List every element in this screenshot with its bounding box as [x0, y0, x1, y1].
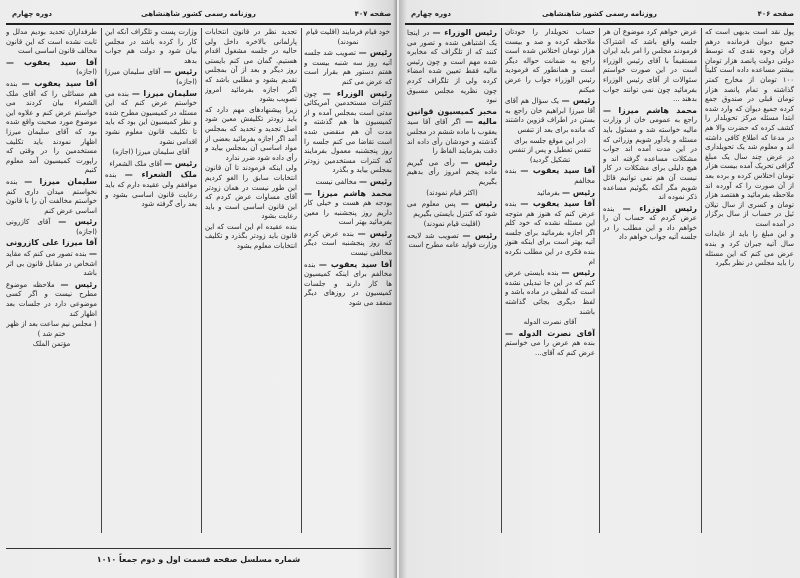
paragraph: [407, 199, 497, 219]
gazette-title: روزنامه رسمی کشور شاهنشاهی: [542, 10, 657, 18]
paragraph-text: ( مجلس نیم ساعت بعد از ظهر ختم شد ): [6, 320, 97, 338]
paragraph-text: بنده تصور می کنم که مقاید اشخاص در مقابل قانون بی اثر باشد: [6, 250, 97, 278]
paragraph-text: بنده مخالفم: [505, 167, 595, 185]
paragraph: [6, 217, 97, 237]
paragraph: [407, 158, 497, 188]
paragraph: [105, 28, 197, 66]
speaker-name: محمد هاشم میرزا —: [304, 188, 392, 198]
paragraph-text: تصویب شد لایحه وزارت فواید عامه مطرح است: [407, 231, 497, 250]
paragraph: [105, 170, 197, 209]
volume-label: دوره چهارم: [12, 10, 52, 18]
speaker-name: رئیس —: [359, 176, 392, 186]
paragraph: [505, 199, 595, 267]
paragraph: [407, 189, 497, 199]
paragraph-text: آقای سلیمان میرزا (اجازه): [112, 148, 190, 157]
page-number: صفحه ۴۰۶: [757, 10, 794, 18]
paragraph: [505, 166, 595, 186]
speaker-name: رئیس —: [561, 268, 595, 278]
text-column: [6, 28, 97, 538]
paragraph-text: بودجه هم هست و خیلی کار داریم روز پنجشنبه را معین بفرمائید بهتر است: [304, 199, 392, 227]
paragraph-text: آقای سلیمان میرزا (اجازه): [105, 68, 197, 86]
speaker-name: آقا سید یعقوب —: [6, 57, 97, 67]
paragraph-text: بنده نخواستم میدان داری کنم خواستم مخالفت آن را با قانون اساسی عرض کنم: [6, 177, 97, 215]
speaker-name: رئیس —: [562, 187, 595, 197]
paragraph: [603, 28, 697, 105]
paragraph-text: بنده هم عرض را می خواستم عرض کنم که آقای...: [505, 339, 595, 357]
column-divider: [101, 28, 102, 533]
speaker-name: آقا سید یعقوب —: [520, 199, 595, 209]
speaker-name: آقا سید یعقوب —: [318, 259, 392, 269]
right-page: [399, 0, 800, 578]
paragraph: [6, 340, 97, 350]
paragraph: [505, 268, 595, 317]
volume-label: دوره چهارم: [411, 10, 451, 18]
speaker-name: رئیس —: [460, 157, 497, 167]
paragraph-text: طرفداران تحدید بودیم مدلل و ثابت نشده است که این قانون مخالف قانون اساسی است: [6, 28, 97, 56]
text-column: [505, 28, 595, 538]
paragraph: [304, 48, 392, 87]
paragraph-text: زیرا پیشنهادهای مهم دارد که باید زودتر تکلیفش معین شود اصل تجدید و تحدید که بمجلس آمد اگر اجازه بفرمائید بعضی از مواد اساسی آن بمجلس بیاید و رأی داده شود ضرر ندارد: [205, 105, 297, 162]
speaker-name: آقا سید یعقوب —: [520, 166, 595, 176]
paragraph: [505, 96, 595, 135]
paragraph-text: حساب تحویلدار را خودتان ملاحظه کرده و صد و بیست هزار تومان اختلاس شده است راجع به ضمانت حواله دیگر است و همانطور که فرمودید رئیس الوزراء جواب را عرض میکنم: [505, 28, 595, 94]
paragraph: [407, 220, 497, 230]
paragraph-text: بنده عرض کردم که حساب آن را خواهم داد و این مطلب را در جلسه آتیه جواب خواهم داد: [603, 204, 697, 242]
paragraph: [505, 329, 595, 359]
column-divider: [301, 28, 302, 533]
paragraph: [105, 148, 197, 158]
paragraph-text: آقای کازرونی (اجازه): [6, 218, 97, 236]
paragraph-text: (اجازه): [76, 68, 97, 77]
column-divider: [599, 28, 600, 533]
speaker-name: رئیس —: [60, 279, 97, 289]
speaker-name: مخبر کمیسیون قوانین مالیه —: [407, 106, 497, 127]
text-column: [705, 28, 794, 538]
paragraph-text: مخالفی نیست: [315, 177, 357, 186]
paragraph-text: ولی اینکه فرمودند تا آن قانون انتخابات سابق را الغو کردیم این طور نیست در همان زودتر آقای مساوات عرض کردم که این قانون اساسی است و باید رعایت بشود: [205, 164, 297, 221]
paragraph-text: ملاحظه موضوع مطرح نیست و اگر کسی موضوعی دارد در جلسات بعد اظهار کند: [6, 280, 97, 318]
paragraph: [205, 106, 297, 164]
paragraph: [407, 231, 497, 251]
paragraph: [603, 106, 697, 203]
paragraph: [6, 238, 97, 278]
paragraph: [705, 230, 794, 268]
speaker-name: رئیس —: [164, 158, 197, 168]
text-column: [304, 28, 392, 538]
text-column: [603, 28, 697, 538]
page-number: صفحه ۴۰۷: [354, 10, 391, 18]
speaker-name: رئیس الوزراء —: [622, 203, 697, 213]
paragraph: [6, 58, 97, 78]
paragraph: [105, 67, 197, 87]
paragraph-text: آقای نصرت الدوله: [523, 318, 577, 327]
header-rule: [6, 23, 391, 25]
speaker-name: رئیس الوزراء —: [432, 28, 497, 37]
paragraph-text: بنده می خواستم عرض کنم که این مسئله در کمیسیون مطرح شده و نظر کمیسیون این بود که باید تا تکلیف قانون معلوم نشود اقدامی نشود: [105, 89, 197, 146]
speaker-name: رئیس —: [58, 217, 97, 227]
footer-rule: [6, 548, 391, 549]
speaker-name: ملک الشعراء —: [124, 170, 197, 180]
column-divider: [201, 28, 202, 533]
paragraph: [205, 223, 297, 252]
text-column: [105, 28, 197, 538]
left-page-header: [6, 10, 391, 22]
paragraph-text: بنده عرض کردم که روز پنجشنبه است دیگر مخالفی نیست: [304, 229, 392, 258]
speaker-name: آقای نصرت الدوله —: [505, 328, 595, 338]
paragraph: [304, 260, 392, 309]
paragraph-text: (اقلیت قیام نمودند): [423, 220, 481, 229]
paragraph-text: بنده عرض کنم که هنوز هم متوجه این مسئله نشده که خود کلم اگر اجازه بفرمائید برای جلسه آتیه بهتر است برای اینکه هنوز بنده فکری در این مطلب نکرده ام: [505, 200, 595, 266]
paragraph-text: خود قیام فرمایند (اقلیت قیام نمودند): [306, 28, 390, 46]
paragraph-text: بنده موافقم ولی عقیده دارم که باید رعایت قانون اساسی بشود و بعد رأی گرفته شود: [105, 171, 197, 209]
paragraph-text: در اینجا یک اشتباهی شده و تصور می کنند که از تلگراف که مخابره شده مهم است و چون رئیس مالیه فقط تعیین شده امضاء کرده ولی از تلگراف کردم چون نظریه مجلس مسبوق نبود: [407, 29, 497, 105]
paragraph: [505, 188, 595, 199]
paragraph-text: بنده عقیده ام این است که این قانون باید زودتر بگذرد و تکلیف انتخابات معلوم بشود: [205, 222, 297, 251]
paragraph-text: بفرمائید: [536, 188, 560, 197]
paragraph-text: بنده هم مسائلی را که آقای ملک الشعراء بیان کردند می خواستم عرض کنم و علاوه این موضوع مورد صحبت واقع شده بود که آقای سلیمان میرزا اظهار نمودند باید تکلیف مستخدمین را در وقتی که راپورت کمیسیون آمد معلوم کنیم: [6, 79, 97, 175]
paragraph-text: بنده بایستی عرض کنم که در این جا تبدیلی نشده است که لفظی در ماده باشد و لفظ دیگری بجائی گذاشته باشند: [505, 269, 595, 316]
paragraph-text: بنده مخالفم برای اینکه کمیسیون ها کار دارند و جلسات کمیسیون در روزهای دیگر منعقد می شود: [304, 260, 392, 308]
paragraph: [705, 28, 794, 229]
speaker-name: آقا سید یعقوب —: [21, 78, 97, 88]
text-column: [205, 28, 297, 538]
paragraph-text: (اکثر قیام نمودند): [426, 188, 478, 197]
speaker-name: رئیس —: [358, 48, 392, 58]
speaker-name: سلیمان میرزا —: [131, 88, 197, 98]
paragraph: [6, 280, 97, 319]
paragraph-text: راجع به عمومی خان از وزارت مالیه خواسته شد و مسئول باید مسئله و یادآور شویم وزرائی که در این مدت آمده اند جواب مشکلات مساعده گرفته اند و هیچ دلیلی برای مشکلات در کار نیست آن هم نمی توانیم قائل شویم مگر آنکه بگوئیم مساعده ذکر نموده اند: [603, 116, 697, 202]
right-page-header: [405, 10, 794, 22]
speaker-name: رئیس —: [357, 228, 392, 238]
serial-page-footer: شماره مسلسل صفحه قسمت اول و دوم جمعاً ۱۰۱۰: [96, 555, 301, 564]
paragraph: [304, 89, 392, 176]
gazette-title: روزنامه رسمی کشور شاهنشاهی: [141, 10, 256, 18]
speaker-name: سلیمان میرزا —: [24, 176, 97, 186]
paragraph-text: یک سؤال هم آقای آقا میرزا ابراهیم خان راجع به بستن در اطراف قزوین داشتند که مانده برای بعد از تنفس: [505, 97, 595, 134]
paragraph: [105, 159, 197, 170]
paragraph-text: تجدید نظر در قانون انتخابات پارلمانی بالاخره داخل ولی حالیه در جلسه مشغول اقدام هستیم. گمان می کنم بایستی روز دیگر و بعد از آن بمجلس تقدیم بشود و مطلبی باشد که اگر اجازه بفرمائید امروز تصویب بشود: [205, 28, 297, 104]
column-divider: [501, 28, 502, 533]
speaker-name: محمد هاشم میرزا —: [603, 105, 697, 115]
paragraph: [205, 28, 297, 105]
paragraph-text: پس معلوم می شود که کنترل بایستی بگیریم: [407, 200, 497, 218]
paragraph: [304, 177, 392, 188]
paragraph: [407, 107, 497, 157]
paragraph-text: و این مبلغ را باید از عایدات سال آتیه جبران کرد و بنده عرض می کنم که این مسئله را باید مجلس در نظر بگیرد: [705, 230, 794, 268]
speaker-name: رئیس —: [460, 199, 497, 209]
paragraph: [105, 89, 197, 148]
speaker-name: رئیس —: [561, 96, 595, 106]
paragraph: [6, 320, 97, 339]
paragraph-text: اگر آقای آقا سید یعقوب با ماده ششم در مجلس گذشته و خودشان رأی داده اند دقت بفرمایند الفاظ را: [407, 118, 497, 156]
header-rule: [405, 23, 794, 25]
paragraph: [6, 177, 97, 216]
speaker-name: رئیس —: [462, 230, 497, 240]
paragraph: [205, 164, 297, 222]
left-page: [0, 0, 397, 578]
speaker-name: رئیس الوزراء —: [322, 88, 392, 98]
paragraph-text: تصویب شد جلسه آتیه روز سه شنبه بیست و هفتم دستور هم بقرار است که عرض می کنم: [304, 49, 392, 86]
paragraph-text: وزارت پست و تلگراف آنکه این کار را کرده باشد در مجلس بیان شود و دولت هم جواب بدهد: [105, 28, 197, 65]
paragraph: [505, 137, 595, 166]
paragraph: [6, 28, 97, 57]
column-divider: [701, 28, 702, 533]
paragraph-text: (در این موقع جلسه برای تنفس تعطیل و پس از تنفس تشکیل گردید): [508, 136, 592, 164]
paragraph-text: پول نقد است بدیهی است که جمیع دیوان فرمانده درهم قران وجوه نقدی که توسط دولتی دولت پانصد هزار تومان بیشتر مساعده داده است کلیتاً ۱۰۰ تومان از مخارج کمتر گذاشته و تمام پانصد هزار تومان قبلی در صندوق جمع کرده جمیع دیوان که وارد شده ابتدا مسئله مرکز تحویلدار را کشف کرده که حضرت والا هم در مدعا که اطلاع کافی داشته اند و معلوم شد یک تحویلداری در عرض چند سال یک مبلغ گزافی تحریک آمده بیست هزار تومان اختلاس کرده و برده بعد از آن صورت را که آورده اند ملاحظه بفرمائید و هفتصد هزار تومان و کسری از سال تیلان ئیل در حساب از سال برگزار در آمده است: [705, 28, 794, 228]
paragraph: [6, 79, 97, 176]
speaker-name: رئیس —: [163, 67, 197, 77]
paragraph: [505, 318, 595, 328]
paragraph: [304, 189, 392, 228]
paragraph-text: عرض خواهم کرد موضوع آن هر جلسه واقع باشد که اشتراک فرمودند مجلس را امر باید ایران مستقیماً با آقای رئیس الوزراء است در این صورت خواستم سئوالات از آقای رئیس الوزراء بفرمائید چون نمی توانند جواب بدهند ...: [603, 28, 697, 104]
paragraph: [603, 204, 697, 243]
paragraph-text: مؤتمن الملک: [32, 340, 71, 349]
text-column: [407, 28, 497, 538]
paragraph-text: رأی می گیریم ماده پنجم امروز رأی بدهیم بگیریم: [407, 158, 497, 186]
paragraph: [407, 28, 497, 106]
paragraph: [505, 28, 595, 95]
speaker-name: آقا میرزا علی کازرونی —: [6, 238, 97, 259]
paragraph: [304, 28, 392, 47]
paragraph: [304, 229, 392, 259]
paragraph-text: آقای ملک الشعراء: [109, 159, 162, 168]
paragraph-text: چون کنترات مستخدمین آمریکائی مدتی است بمجلس آمده و از کمیسیون ها هم گذشته و مدت آن هم منقضی شده است تقاضا می کنم جلسه را روز پنجشنبه معمول بفرمایند که کنترات مستخدمین زودتر بمجلس بیاید و بگذرد: [304, 89, 392, 175]
